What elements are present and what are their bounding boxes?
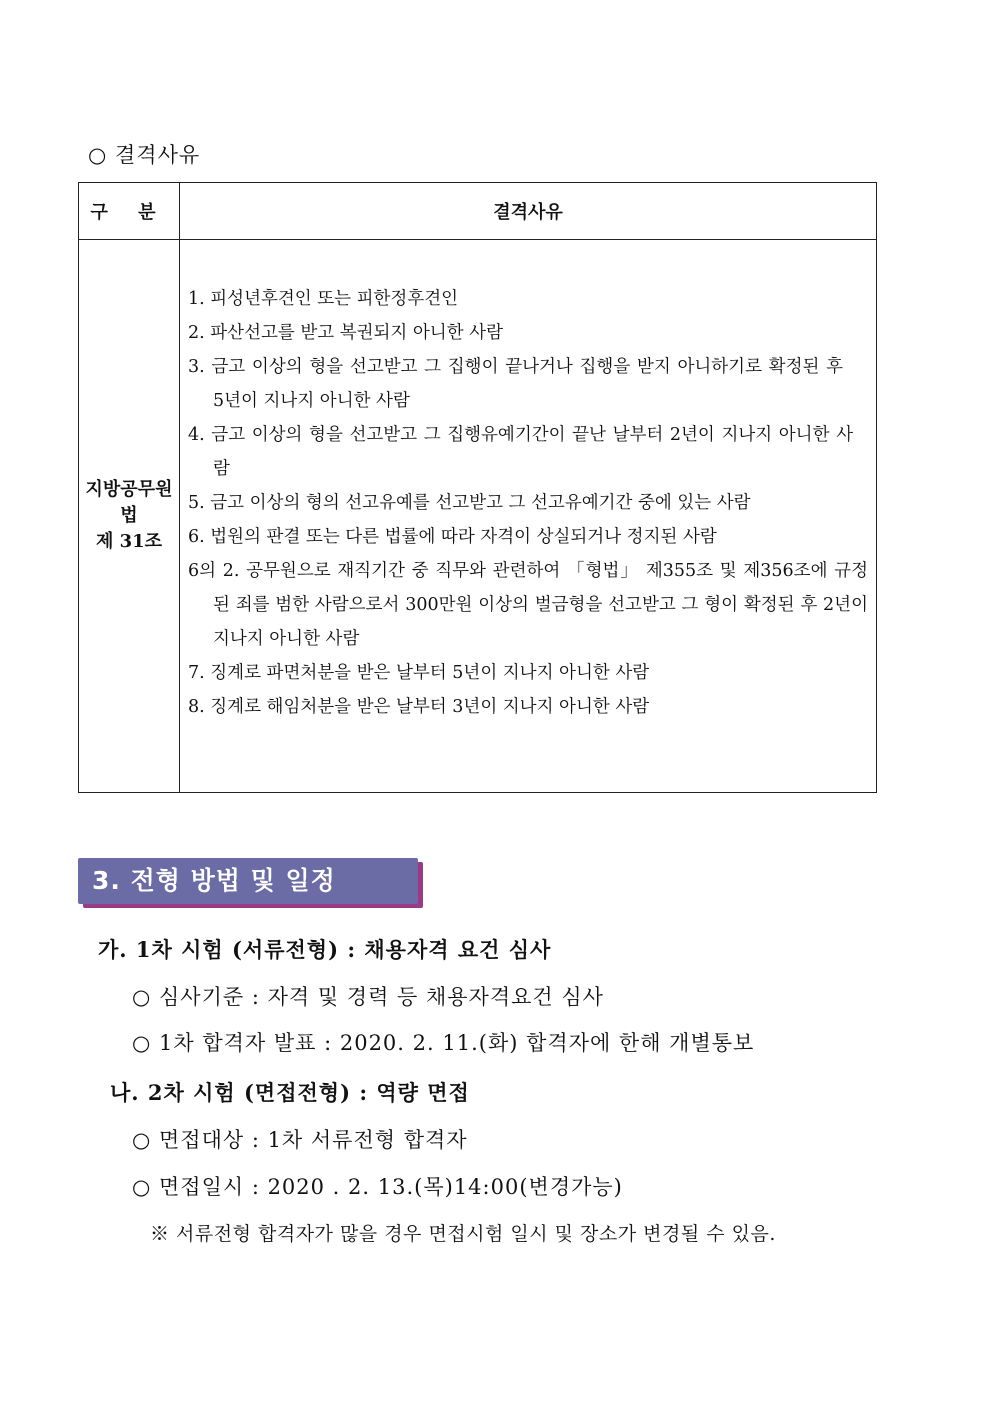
stage1-title: 가. 1차 시험 (서류전형) : 채용자격 요건 심사: [98, 937, 552, 962]
law-name: 지방공무원법: [85, 479, 173, 526]
reason-item-7: 7. 징계로 파면처분을 받은 날부터 5년이 지나지 아니한 사람: [188, 663, 650, 683]
law-reference-cell: [79, 240, 180, 793]
reason-item-1: 1. 피성년후견인 또는 피한정후견인: [188, 289, 459, 309]
disqualification-table: [78, 182, 877, 793]
reason-item-4: 4. 금고 이상의 형을 선고받고 그 집행유예기간이 끝난 날부터 2년이 지나지 아니한 사람: [188, 425, 853, 479]
header-category: 구 분: [79, 183, 180, 240]
reason-item-8: 8. 징계로 해임처분을 받은 날부터 3년이 지나지 아니한 사람: [188, 697, 650, 717]
stage1-bullet-announcement: ○ 1차 합격자 발표 : 2020. 2. 11.(화) 합격자에 한해 개별통보: [132, 1031, 755, 1055]
reason-item-6-2: 6의 2. 공무원으로 재직기간 중 직무와 관련하여 「형법」 제355조 및 제356조에 규정된 죄를 범한 사람으로서 300만원 이상의 벌금형을 선고받고 그 형이 확정된 후 2년이 지나지 아니한 사람: [188, 561, 868, 649]
section-banner-selection-schedule: 3. 전형 방법 및 일정: [78, 858, 418, 904]
reason-item-6: 6. 법원의 판결 또는 다른 법률에 따라 자격이 상실되거나 정지된 사람: [188, 527, 717, 547]
section-heading-disqualification: ○ 결격사유: [88, 143, 201, 167]
reasons-list-cell: [180, 240, 877, 793]
reason-item-2: 2. 파산선고를 받고 복권되지 아니한 사람: [188, 323, 503, 343]
stage1-bullet-criteria: ○ 심사기준 : 자격 및 경력 등 채용자격요건 심사: [132, 985, 604, 1009]
table-row: [79, 240, 877, 793]
law-article: 제 31조: [95, 531, 163, 552]
header-reasons: 결격사유: [180, 183, 877, 240]
stage2-bullet-datetime: ○ 면접일시 : 2020 . 2. 13.(목)14:00(변경가능): [132, 1175, 623, 1199]
stage2-title: 나. 2차 시험 (면접전형) : 역량 면접: [110, 1080, 470, 1105]
stage2-bullet-target: ○ 면접대상 : 1차 서류전형 합격자: [132, 1128, 468, 1152]
table-header-row: [79, 183, 877, 240]
reason-item-3: 3. 금고 이상의 형을 선고받고 그 집행이 끝나거나 집행을 받지 아니하기로 확정된 후 5년이 지나지 아니한 사람: [188, 357, 843, 411]
stage2-note: ※ 서류전형 합격자가 많을 경우 면접시험 일시 및 장소가 변경될 수 있음.: [150, 1223, 776, 1245]
reason-item-5: 5. 금고 이상의 형의 선고유예를 선고받고 그 선고유예기간 중에 있는 사람: [188, 493, 751, 513]
